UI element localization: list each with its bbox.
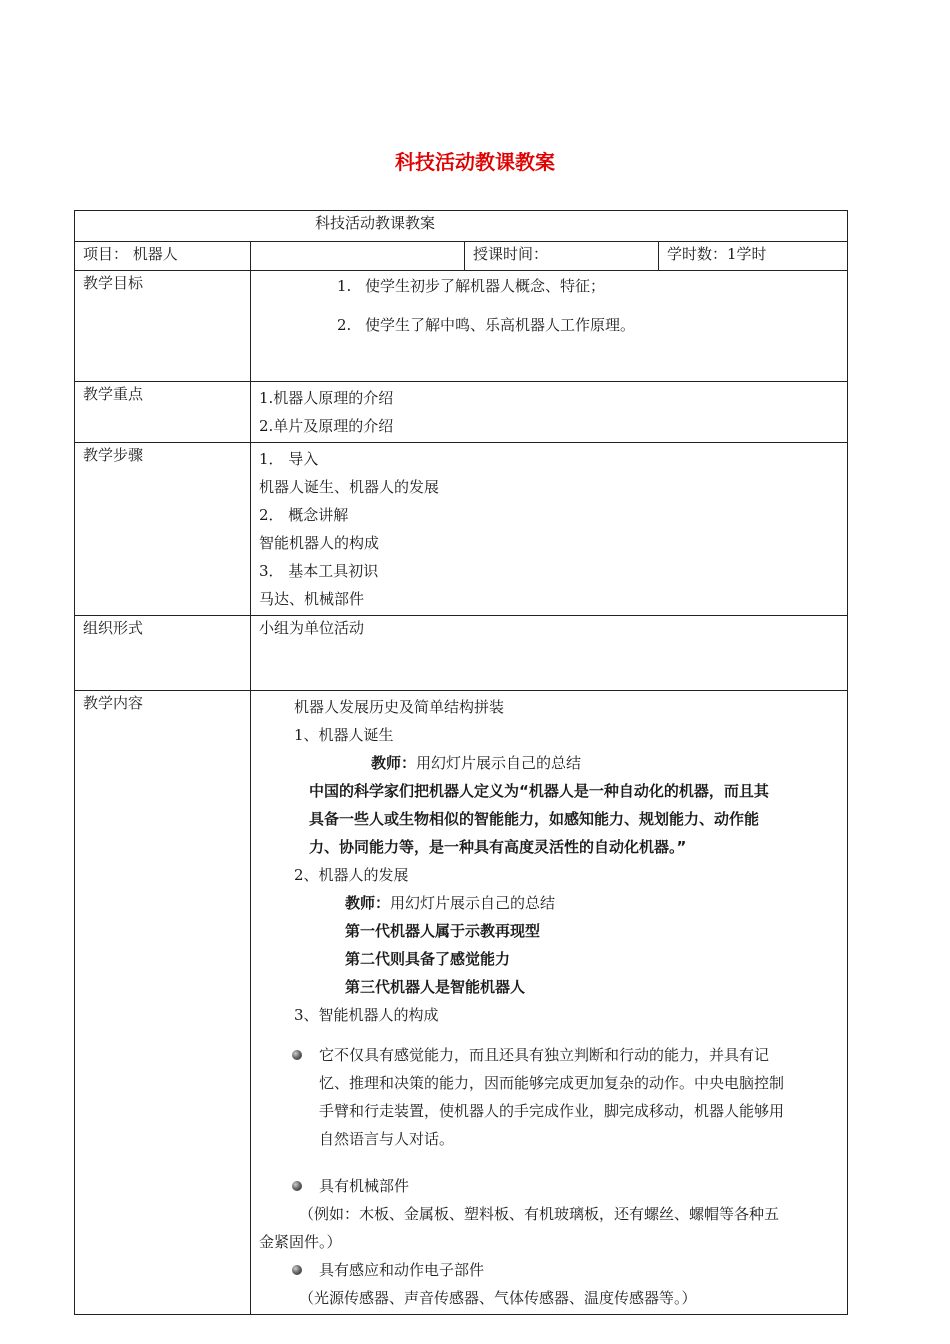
definition-quote-line: 力、协同能力等，是一种具有高度灵活性的自动化机器。” [309, 838, 687, 856]
project-cell: 项目： 机器人 [75, 242, 251, 271]
bullet-icon [292, 1181, 302, 1191]
generation-point: 第三代机器人是智能机器人 [345, 978, 526, 996]
steps-cell [251, 443, 848, 616]
focus-cell [251, 382, 848, 443]
bullet-detail: （例如：木板、金属板、塑料板、有机玻璃板，还有螺丝、螺帽等各种五 [299, 1205, 780, 1223]
lesson-plan-table [74, 210, 848, 1315]
bullet-icon [292, 1265, 302, 1275]
table-header: 科技活动教课教案 [75, 211, 848, 242]
goal-item: 1. 使学生初步了解机器人概念、特征； [337, 277, 606, 295]
section-title: 1、机器人诞生 [294, 726, 394, 744]
step-line: 马达、机械部件 [259, 590, 365, 608]
content-label: 教学内容 [75, 691, 251, 1315]
bullet-item: 具有机械部件 [259, 1172, 839, 1200]
generation-point: 第二代则具备了感觉能力 [345, 950, 511, 968]
definition-quote-line: 中国的科学家们把机器人定义为“机器人是一种自动化的机器，而且其 [309, 782, 769, 800]
organization-label: 组织形式 [75, 616, 251, 691]
steps-label: 教学步骤 [75, 443, 251, 616]
goal-item: 2. 使学生了解中鸣、乐高机器人工作原理。 [337, 316, 636, 334]
bullet-item: 它不仅具有感觉能力，而且还具有独立判断和行动的能力，并具有记 忆、推理和决策的能力，因而能够完成更加复杂的动作。中央电脑控制 手臂和行走装置，使机器人的手完成作业，脚完成移动，机器人能够用 自然语言与人对话。 [259, 1041, 839, 1153]
class-hours-cell: 学时数：1学时 [659, 242, 848, 271]
definition-quote-line: 具备一些人或生物相似的智能能力，如感知能力、规划能力、动作能 [309, 810, 760, 828]
content-intro: 机器人发展历史及简单结构拼装 [294, 698, 505, 716]
content-cell [251, 691, 848, 1315]
section-title: 3、智能机器人的构成 [294, 1006, 439, 1024]
step-line: 机器人诞生、机器人的发展 [259, 478, 440, 496]
section-title: 2、机器人的发展 [294, 866, 409, 884]
bullet-detail: （光源传感器、声音传感器、气体传感器、温度传感器等。） [299, 1289, 697, 1307]
focus-label: 教学重点 [75, 382, 251, 443]
teacher-note: 教师：用幻灯片展示自己的总结 [345, 894, 556, 912]
teacher-note: 教师：用幻灯片展示自己的总结 [371, 754, 582, 772]
document-title: 科技活动教课教案 [395, 150, 555, 174]
focus-item: 1.机器人原理的介绍 [259, 389, 394, 407]
bullet-icon [292, 1050, 302, 1060]
step-line: 3． 基本工具初识 [259, 562, 379, 580]
project-value-cell [251, 242, 465, 271]
focus-item: 2.单片及原理的介绍 [259, 417, 394, 435]
bullet-detail: 金紧固件。） [259, 1233, 342, 1251]
class-time-cell: 授课时间： [465, 242, 659, 271]
bullet-item: 具有感应和动作电子部件 [259, 1256, 839, 1284]
step-line: 智能机器人的构成 [259, 534, 380, 552]
organization-cell: 小组为单位活动 [251, 616, 848, 691]
goals-label: 教学目标 [75, 271, 251, 382]
step-line: 1． 导入 [259, 450, 319, 468]
step-line: 2． 概念讲解 [259, 506, 349, 524]
generation-point: 第一代机器人属于示教再现型 [345, 922, 541, 940]
goals-cell [251, 271, 848, 382]
